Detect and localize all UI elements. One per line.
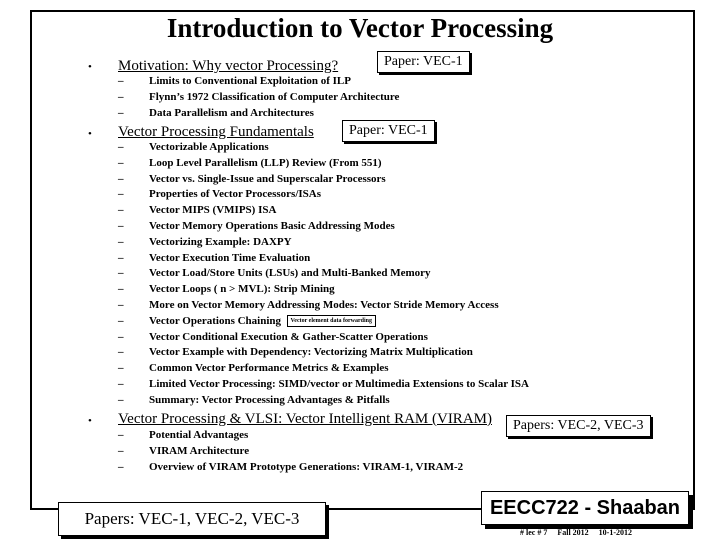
list-item: – Vector Memory Operations Basic Addressing Modes (118, 219, 395, 232)
slide-footer (520, 528, 640, 538)
list-item: – Overview of VIRAM Prototype Generations: VIRAM-1, VIRAM-2 (118, 460, 464, 473)
list-item: – Vector MIPS (VMIPS) ISA (118, 204, 277, 217)
list-item: – Data Parallelism and Architectures (118, 106, 314, 119)
section-heading-fundamentals: Vector Processing Fundamentals (118, 124, 314, 140)
list-item: – Limits to Conventional Exploitation of ILP (118, 75, 351, 87)
list-item: – Potential Advantages (118, 429, 249, 441)
list-item: – Vector vs. Single-Issue and Superscalar Processors (118, 172, 386, 185)
list-item: – VIRAM Architecture (118, 444, 250, 457)
section-heading-viram: Vector Processing & VLSI: Vector Intelligent RAM (VIRAM) (118, 411, 492, 427)
bullet-3: • (88, 415, 92, 427)
list-item: – Common Vector Performance Metrics & Examples (118, 362, 389, 375)
viram-list (118, 428, 463, 475)
list-item: – Vectorizable Applications (118, 141, 269, 153)
term-label: Fall 2012 (557, 528, 589, 537)
list-item: – More on Vector Memory Addressing Modes: Vector Stride Memory Access (118, 298, 499, 311)
list-item: – Vector Execution Time Evaluation (118, 251, 311, 264)
fundamentals-list (118, 140, 529, 409)
paper-label-viram: Papers: VEC-2, VEC-3 (506, 415, 651, 437)
lecture-number: # lec # 7 (520, 528, 548, 537)
list-item: – Vector Operations Chaining Vector element data forwarding (118, 314, 529, 330)
list-item: – Flynn’s 1972 Classification of Computer Architecture (118, 90, 400, 103)
list-item: – Vectorizing Example: DAXPY (118, 235, 292, 248)
list-item: – Summary: Vector Processing Advantages & Pitfalls (118, 393, 390, 406)
motivation-list (118, 74, 399, 121)
course-label-box: EECC722 - Shaaban (481, 491, 689, 525)
list-item: – Limited Vector Processing: SIMD/vector or Multimedia Extensions to Scalar ISA (118, 377, 529, 390)
chaining-tag: Vector element data forwarding (287, 315, 376, 327)
list-item: – Properties of Vector Processors/ISAs (118, 188, 321, 201)
list-item: – Loop Level Parallelism (LLP) Review (From 551) (118, 156, 382, 169)
paper-label-motivation: Paper: VEC-1 (377, 51, 470, 73)
list-item: – Vector Loops ( n > MVL): Strip Mining (118, 283, 335, 296)
list-item: – Vector Load/Store Units (LSUs) and Multi-Banked Memory (118, 267, 431, 280)
bullet-2: • (88, 128, 92, 140)
slide-title: Introduction to Vector Processing (166, 13, 554, 43)
papers-footer-box: Papers: VEC-1, VEC-2, VEC-3 (58, 502, 326, 536)
list-item: – Vector Conditional Execution & Gather-Scatter Operations (118, 330, 428, 343)
paper-label-fundamentals: Paper: VEC-1 (342, 120, 435, 142)
bullet-1: • (88, 61, 92, 73)
date-label: 10-1-2012 (598, 528, 632, 537)
section-heading-motivation: Motivation: Why vector Processing? (118, 58, 339, 74)
list-item: – Vector Example with Dependency: Vectorizing Matrix Multiplication (118, 346, 473, 359)
